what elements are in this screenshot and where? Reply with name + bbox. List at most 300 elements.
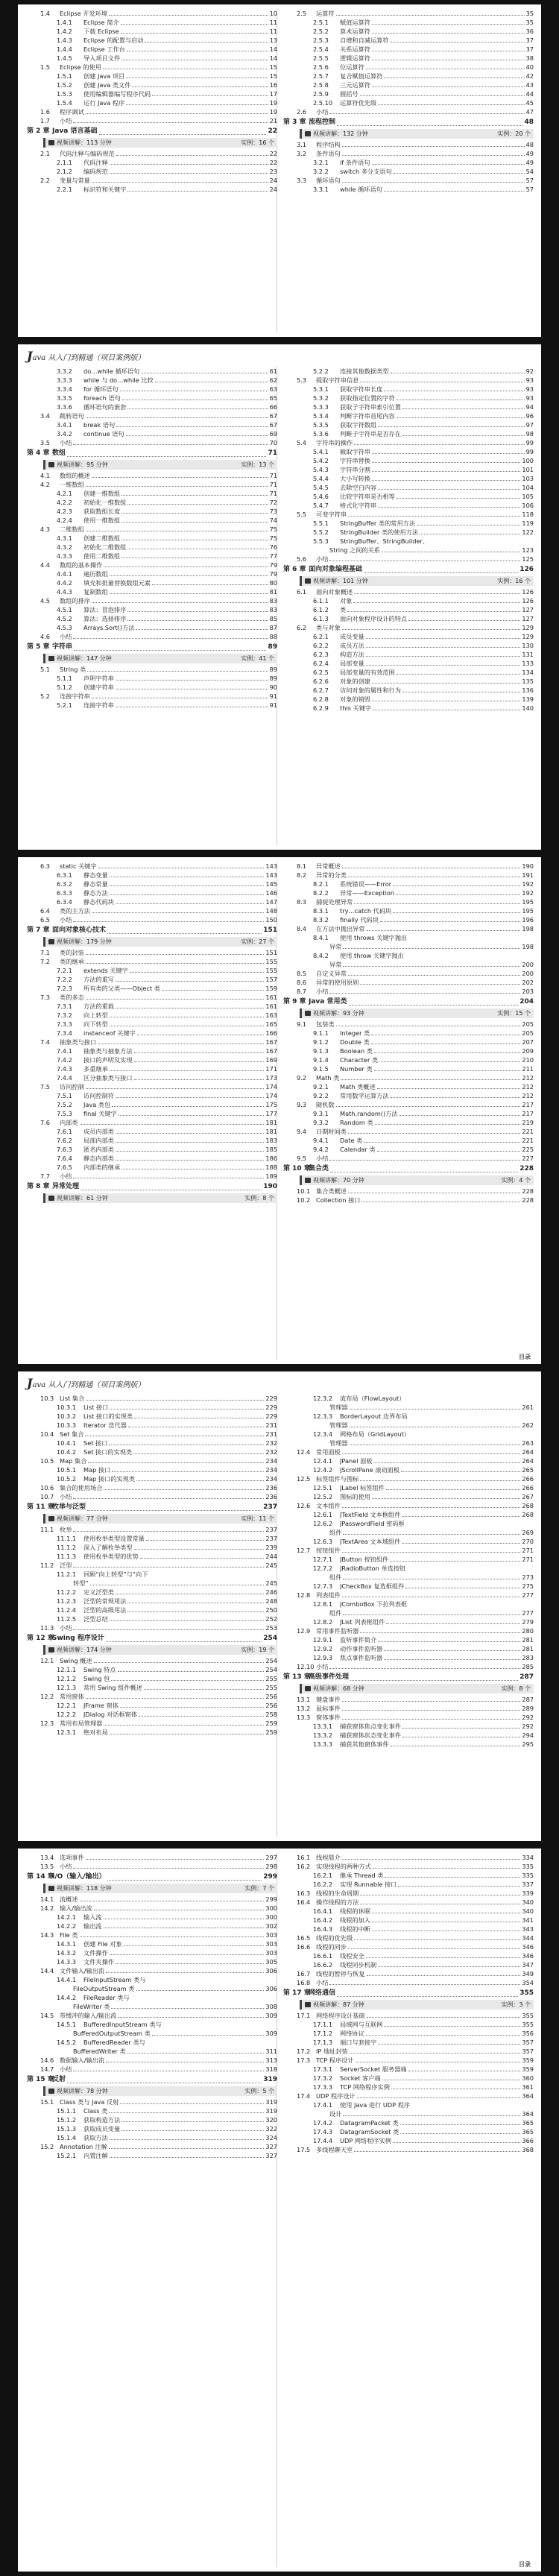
section-entry[interactable] (283, 2011, 534, 2020)
subsection-entry[interactable] (27, 185, 277, 194)
subsection-entry[interactable] (283, 1925, 534, 1933)
subsection-entry[interactable] (283, 394, 534, 402)
subsection-entry[interactable] (27, 569, 277, 578)
section-entry[interactable] (283, 1501, 534, 1510)
subsection-entry[interactable] (283, 1740, 534, 1749)
subsection-entry[interactable] (283, 1880, 534, 1889)
chapter-entry[interactable] (27, 2074, 277, 2086)
subsection-entry[interactable] (283, 519, 534, 528)
subsection-entry[interactable] (27, 1975, 277, 1984)
subsection-entry[interactable] (283, 1118, 534, 1127)
section-entry[interactable] (283, 1196, 534, 1205)
section-entry[interactable] (27, 411, 277, 420)
subsection-entry[interactable] (283, 27, 534, 36)
subsection-entry[interactable] (27, 1993, 277, 2002)
subsection-entry[interactable] (283, 2029, 534, 2038)
subsection-entry[interactable] (283, 650, 534, 659)
subsection-entry[interactable] (283, 1907, 534, 1916)
section-entry[interactable] (283, 871, 534, 880)
subsection-entry[interactable] (27, 871, 277, 880)
section-entry[interactable] (283, 969, 534, 978)
section-entry[interactable] (27, 1719, 277, 1728)
subsection-entry[interactable] (27, 1701, 277, 1710)
section-entry[interactable] (27, 176, 277, 185)
chapter-entry[interactable] (27, 1181, 277, 1193)
subsection-entry[interactable] (283, 63, 534, 72)
subsection-entry[interactable] (27, 587, 277, 596)
subsection-entry[interactable] (27, 1154, 277, 1163)
section-entry[interactable] (283, 1187, 534, 1196)
subsection-entry[interactable] (27, 429, 277, 438)
subsection-entry[interactable] (283, 1439, 534, 1448)
subsection-entry[interactable] (27, 2115, 277, 2124)
subsection-entry[interactable] (283, 528, 534, 537)
subsection-entry[interactable] (283, 2127, 534, 2136)
section-entry[interactable] (27, 480, 277, 489)
section-entry[interactable] (283, 1942, 534, 1951)
subsection-entry[interactable] (283, 1722, 534, 1731)
subsection-entry[interactable] (283, 933, 534, 942)
subsection-entry[interactable] (27, 1055, 277, 1064)
subsection-entry[interactable] (283, 1537, 534, 1546)
subsection-entry[interactable] (27, 2038, 277, 2047)
subsection-entry[interactable] (283, 2109, 534, 2118)
subsection-entry[interactable] (27, 2002, 277, 2011)
section-entry[interactable] (27, 107, 277, 116)
subsection-entry[interactable] (283, 1960, 534, 1969)
subsection-entry[interactable] (27, 1136, 277, 1145)
section-entry[interactable] (27, 63, 277, 72)
subsection-entry[interactable] (27, 1948, 277, 1957)
section-entry[interactable] (283, 1969, 534, 1978)
subsection-entry[interactable] (283, 411, 534, 420)
section-entry[interactable] (27, 1430, 277, 1439)
subsection-entry[interactable] (283, 1600, 534, 1609)
subsection-entry[interactable] (27, 72, 277, 80)
subsection-entry[interactable] (27, 888, 277, 897)
subsection-entry[interactable] (27, 1421, 277, 1430)
subsection-entry[interactable] (283, 2074, 534, 2083)
subsection-entry[interactable] (283, 1038, 534, 1046)
subsection-entry[interactable] (27, 605, 277, 614)
subsection-entry[interactable] (283, 1456, 534, 1465)
section-entry[interactable] (27, 957, 277, 966)
subsection-entry[interactable] (27, 376, 277, 385)
chapter-entry[interactable] (283, 1671, 534, 1683)
subsection-entry[interactable] (27, 1100, 277, 1109)
subsection-entry[interactable] (283, 668, 534, 677)
subsection-entry[interactable] (283, 1430, 534, 1439)
subsection-entry[interactable] (283, 72, 534, 80)
section-entry[interactable] (27, 1492, 277, 1501)
subsection-entry[interactable] (283, 2038, 534, 2047)
chapter-entry[interactable] (283, 116, 534, 128)
section-entry[interactable] (283, 623, 534, 632)
subsection-entry[interactable] (283, 686, 534, 695)
chapter-entry[interactable] (283, 996, 534, 1008)
section-entry[interactable] (27, 149, 277, 158)
subsection-entry[interactable] (283, 1609, 534, 1617)
subsection-entry[interactable] (283, 1091, 534, 1100)
subsection-entry[interactable] (27, 402, 277, 411)
section-entry[interactable] (283, 2056, 534, 2065)
subsection-entry[interactable] (27, 1957, 277, 1966)
section-entry[interactable] (27, 1895, 277, 1904)
subsection-entry[interactable] (27, 1552, 277, 1561)
section-entry[interactable] (27, 948, 277, 957)
subsection-entry[interactable] (27, 880, 277, 888)
subsection-entry[interactable] (283, 1519, 534, 1528)
subsection-entry[interactable] (283, 501, 534, 510)
subsection-entry[interactable] (283, 888, 534, 897)
subsection-entry[interactable] (283, 2136, 534, 2145)
subsection-entry[interactable] (27, 534, 277, 543)
subsection-entry[interactable] (283, 1617, 534, 1626)
subsection-entry[interactable] (283, 1465, 534, 1474)
subsection-entry[interactable] (27, 1683, 277, 1692)
section-entry[interactable] (283, 438, 534, 447)
subsection-entry[interactable] (27, 36, 277, 45)
subsection-entry[interactable] (283, 1403, 534, 1412)
subsection-entry[interactable] (283, 596, 534, 605)
section-entry[interactable] (283, 2092, 534, 2100)
section-entry[interactable] (283, 1474, 534, 1483)
chapter-entry[interactable] (27, 1871, 277, 1883)
subsection-entry[interactable] (27, 578, 277, 587)
section-entry[interactable] (283, 1713, 534, 1722)
subsection-entry[interactable] (27, 2029, 277, 2038)
subsection-entry[interactable] (27, 623, 277, 632)
chapter-entry[interactable] (283, 1987, 534, 1999)
subsection-entry[interactable] (283, 1582, 534, 1591)
section-entry[interactable] (27, 906, 277, 915)
subsection-entry[interactable] (283, 1653, 534, 1662)
subsection-entry[interactable] (283, 1483, 534, 1492)
section-entry[interactable] (27, 2056, 277, 2065)
subsection-entry[interactable] (27, 45, 277, 54)
section-entry[interactable] (283, 1704, 534, 1713)
chapter-entry[interactable] (283, 564, 534, 575)
subsection-entry[interactable] (27, 1665, 277, 1674)
subsection-entry[interactable] (283, 1916, 534, 1925)
subsection-entry[interactable] (283, 2020, 534, 2029)
chapter-entry[interactable] (27, 641, 277, 653)
subsection-entry[interactable] (283, 36, 534, 45)
section-entry[interactable] (27, 692, 277, 701)
subsection-entry[interactable] (27, 543, 277, 552)
section-entry[interactable] (27, 1692, 277, 1701)
section-entry[interactable] (283, 2145, 534, 2154)
chapter-entry[interactable] (27, 1501, 277, 1513)
section-entry[interactable] (283, 1127, 534, 1136)
section-entry[interactable] (27, 2097, 277, 2106)
subsection-entry[interactable] (283, 632, 534, 641)
subsection-entry[interactable] (27, 1543, 277, 1552)
subsection-entry[interactable] (283, 2083, 534, 2092)
subsection-entry[interactable] (27, 552, 277, 561)
subsection-entry[interactable] (27, 1020, 277, 1029)
subsection-entry[interactable] (27, 18, 277, 27)
subsection-entry[interactable] (283, 1528, 534, 1537)
subsection-entry[interactable] (283, 1510, 534, 1519)
subsection-entry[interactable] (27, 1109, 277, 1118)
subsection-entry[interactable] (283, 546, 534, 555)
subsection-entry[interactable] (27, 498, 277, 507)
section-entry[interactable] (27, 2142, 277, 2151)
section-entry[interactable] (27, 993, 277, 1002)
subsection-entry[interactable] (27, 27, 277, 36)
subsection-entry[interactable] (283, 1055, 534, 1064)
subsection-entry[interactable] (283, 18, 534, 27)
subsection-entry[interactable] (283, 1564, 534, 1573)
subsection-entry[interactable] (27, 1439, 277, 1448)
subsection-entry[interactable] (283, 45, 534, 54)
section-entry[interactable] (27, 862, 277, 871)
subsection-entry[interactable] (27, 2124, 277, 2133)
section-entry[interactable] (283, 587, 534, 596)
subsection-entry[interactable] (283, 456, 534, 465)
subsection-entry[interactable] (283, 465, 534, 474)
section-entry[interactable] (27, 1525, 277, 1534)
subsection-entry[interactable] (27, 1474, 277, 1483)
subsection-entry[interactable] (27, 98, 277, 107)
subsection-entry[interactable] (27, 1145, 277, 1154)
subsection-entry[interactable] (283, 677, 534, 686)
chapter-entry[interactable] (27, 125, 277, 137)
subsection-entry[interactable] (27, 1913, 277, 1922)
section-entry[interactable] (27, 438, 277, 447)
subsection-entry[interactable] (283, 1046, 534, 1055)
section-entry[interactable] (283, 924, 534, 933)
subsection-entry[interactable] (27, 394, 277, 402)
subsection-entry[interactable] (27, 1403, 277, 1412)
subsection-entry[interactable] (283, 1492, 534, 1501)
subsection-entry[interactable] (27, 701, 277, 710)
subsection-entry[interactable] (27, 89, 277, 98)
section-entry[interactable] (283, 1073, 534, 1082)
subsection-entry[interactable] (27, 1534, 277, 1543)
subsection-entry[interactable] (27, 1064, 277, 1073)
subsection-entry[interactable] (283, 1871, 534, 1880)
section-entry[interactable] (27, 471, 277, 480)
subsection-entry[interactable] (27, 674, 277, 683)
subsection-entry[interactable] (27, 1579, 277, 1588)
section-entry[interactable] (27, 1456, 277, 1465)
subsection-entry[interactable] (283, 167, 534, 176)
subsection-entry[interactable] (283, 492, 534, 501)
section-entry[interactable] (27, 1118, 277, 1127)
subsection-entry[interactable] (27, 507, 277, 516)
subsection-entry[interactable] (27, 683, 277, 692)
subsection-entry[interactable] (283, 1394, 534, 1403)
subsection-entry[interactable] (27, 897, 277, 906)
section-entry[interactable] (283, 862, 534, 871)
section-entry[interactable] (27, 561, 277, 569)
section-entry[interactable] (27, 2065, 277, 2074)
section-entry[interactable] (27, 116, 277, 125)
subsection-entry[interactable] (27, 984, 277, 993)
subsection-entry[interactable] (27, 1011, 277, 1020)
section-entry[interactable] (27, 525, 277, 534)
subsection-entry[interactable] (283, 1731, 534, 1740)
subsection-entry[interactable] (27, 1588, 277, 1597)
section-entry[interactable] (283, 140, 534, 149)
subsection-entry[interactable] (283, 1644, 534, 1653)
section-entry[interactable] (27, 2011, 277, 2020)
subsection-entry[interactable] (283, 1136, 534, 1145)
chapter-entry[interactable] (27, 1632, 277, 1644)
subsection-entry[interactable] (27, 158, 277, 167)
subsection-entry[interactable] (27, 80, 277, 89)
subsection-entry[interactable] (283, 942, 534, 951)
subsection-entry[interactable] (283, 2065, 534, 2074)
subsection-entry[interactable] (283, 420, 534, 429)
subsection-entry[interactable] (27, 1606, 277, 1614)
subsection-entry[interactable] (283, 960, 534, 969)
section-entry[interactable] (27, 1931, 277, 1939)
section-entry[interactable] (283, 1862, 534, 1871)
subsection-entry[interactable] (27, 1029, 277, 1038)
subsection-entry[interactable] (283, 906, 534, 915)
section-entry[interactable] (283, 9, 534, 18)
subsection-entry[interactable] (27, 1939, 277, 1948)
section-entry[interactable] (27, 1483, 277, 1492)
section-entry[interactable] (283, 176, 534, 185)
section-entry[interactable] (27, 665, 277, 674)
subsection-entry[interactable] (283, 367, 534, 376)
section-entry[interactable] (283, 1154, 534, 1163)
section-entry[interactable] (283, 1546, 534, 1555)
section-entry[interactable] (283, 510, 534, 519)
subsection-entry[interactable] (283, 1421, 534, 1430)
subsection-entry[interactable] (27, 1597, 277, 1606)
chapter-entry[interactable] (27, 447, 277, 459)
subsection-entry[interactable] (283, 915, 534, 924)
subsection-entry[interactable] (283, 429, 534, 438)
subsection-entry[interactable] (27, 966, 277, 975)
subsection-entry[interactable] (283, 80, 534, 89)
subsection-entry[interactable] (27, 1570, 277, 1579)
section-entry[interactable] (283, 1853, 534, 1862)
subsection-entry[interactable] (27, 1073, 277, 1082)
subsection-entry[interactable] (27, 2047, 277, 2056)
section-entry[interactable] (283, 1591, 534, 1600)
subsection-entry[interactable] (283, 1145, 534, 1154)
subsection-entry[interactable] (283, 385, 534, 394)
subsection-entry[interactable] (283, 2100, 534, 2109)
section-entry[interactable] (283, 1889, 534, 1898)
section-entry[interactable] (283, 978, 534, 987)
subsection-entry[interactable] (283, 605, 534, 614)
section-entry[interactable] (283, 987, 534, 996)
subsection-entry[interactable] (27, 516, 277, 525)
subsection-entry[interactable] (27, 385, 277, 394)
subsection-entry[interactable] (283, 659, 534, 668)
subsection-entry[interactable] (27, 1127, 277, 1136)
subsection-entry[interactable] (283, 880, 534, 888)
section-entry[interactable] (27, 1656, 277, 1665)
subsection-entry[interactable] (283, 1573, 534, 1582)
subsection-entry[interactable] (27, 1984, 277, 1993)
subsection-entry[interactable] (283, 1064, 534, 1073)
subsection-entry[interactable] (283, 1635, 534, 1644)
subsection-entry[interactable] (283, 89, 534, 98)
section-entry[interactable] (283, 555, 534, 564)
subsection-entry[interactable] (27, 489, 277, 498)
subsection-entry[interactable] (27, 2106, 277, 2115)
subsection-entry[interactable] (283, 1951, 534, 1960)
section-entry[interactable] (283, 376, 534, 385)
subsection-entry[interactable] (283, 641, 534, 650)
chapter-entry[interactable] (283, 1163, 534, 1175)
section-entry[interactable] (27, 632, 277, 641)
section-entry[interactable] (283, 1020, 534, 1029)
subsection-entry[interactable] (27, 2020, 277, 2029)
subsection-entry[interactable] (283, 704, 534, 713)
section-entry[interactable] (27, 1966, 277, 1975)
subsection-entry[interactable] (283, 1109, 534, 1118)
section-entry[interactable] (27, 1623, 277, 1632)
subsection-entry[interactable] (27, 1412, 277, 1421)
subsection-entry[interactable] (283, 447, 534, 456)
subsection-entry[interactable] (27, 1728, 277, 1737)
subsection-entry[interactable] (283, 695, 534, 704)
subsection-entry[interactable] (283, 98, 534, 107)
section-entry[interactable] (27, 1038, 277, 1046)
subsection-entry[interactable] (27, 367, 277, 376)
subsection-entry[interactable] (27, 2151, 277, 2160)
section-entry[interactable] (27, 1561, 277, 1570)
section-entry[interactable] (27, 1172, 277, 1181)
subsection-entry[interactable] (27, 1614, 277, 1623)
section-entry[interactable] (283, 1898, 534, 1907)
section-entry[interactable] (283, 1695, 534, 1704)
section-entry[interactable] (283, 107, 534, 116)
section-entry[interactable] (27, 1853, 277, 1862)
section-entry[interactable] (27, 9, 277, 18)
chapter-entry[interactable] (27, 924, 277, 936)
subsection-entry[interactable] (27, 975, 277, 984)
subsection-entry[interactable] (283, 1029, 534, 1038)
section-entry[interactable] (27, 596, 277, 605)
subsection-entry[interactable] (27, 1091, 277, 1100)
section-entry[interactable] (27, 1862, 277, 1871)
subsection-entry[interactable] (27, 167, 277, 176)
subsection-entry[interactable] (27, 1448, 277, 1456)
section-entry[interactable] (283, 149, 534, 158)
subsection-entry[interactable] (283, 474, 534, 483)
section-entry[interactable] (283, 1933, 534, 1942)
subsection-entry[interactable] (27, 1922, 277, 1931)
section-entry[interactable] (283, 1626, 534, 1635)
subsection-entry[interactable] (283, 54, 534, 63)
subsection-entry[interactable] (27, 1710, 277, 1719)
subsection-entry[interactable] (27, 1002, 277, 1011)
subsection-entry[interactable] (27, 1674, 277, 1683)
subsection-entry[interactable] (27, 1046, 277, 1055)
section-entry[interactable] (27, 1904, 277, 1913)
subsection-entry[interactable] (283, 402, 534, 411)
section-entry[interactable] (283, 1662, 534, 1671)
subsection-entry[interactable] (27, 1465, 277, 1474)
subsection-entry[interactable] (27, 420, 277, 429)
subsection-entry[interactable] (283, 185, 534, 194)
section-entry[interactable] (27, 1394, 277, 1403)
section-entry[interactable] (283, 897, 534, 906)
section-entry[interactable] (283, 1100, 534, 1109)
subsection-entry[interactable] (283, 951, 534, 960)
section-entry[interactable] (27, 1082, 277, 1091)
